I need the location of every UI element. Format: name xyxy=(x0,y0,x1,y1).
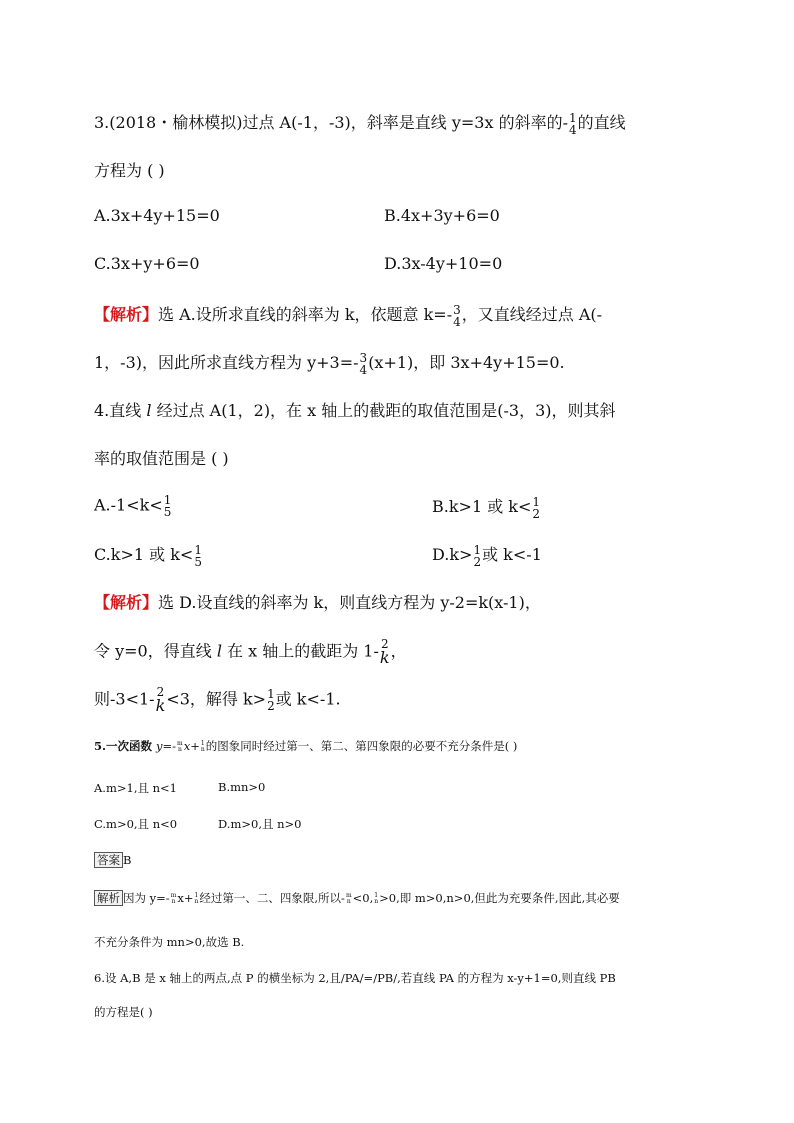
analysis-fraction xyxy=(346,893,352,905)
q3-stem-text2: 方程为 ( ) xyxy=(94,161,165,180)
fraction-denominator: 2 xyxy=(473,554,482,569)
option-text: B.mn>0 xyxy=(218,780,266,794)
analysis-text: 选 D.设直线的斜率为 k，则直线方程为 y-2=k(x-1)， xyxy=(158,593,541,612)
fraction-numerator: m xyxy=(170,892,177,899)
option-fraction xyxy=(532,496,540,520)
analysis-text: <3，解得 k> xyxy=(166,689,267,709)
fraction-numerator: 1 xyxy=(194,892,199,899)
fraction-denominator: 2 xyxy=(532,506,541,521)
analysis-text: 令 y=0，得直线 xyxy=(94,641,217,661)
q4-option-b xyxy=(432,494,541,520)
q5-analysis-line1 xyxy=(94,890,620,906)
analysis-text: >0,即 m>0,n>0,但此为充要条件,因此,其必要 xyxy=(379,891,620,905)
analysis-fraction xyxy=(267,688,275,712)
analysis-text: 则-3<1- xyxy=(94,689,155,709)
fraction-numerator: 1 xyxy=(374,892,379,899)
q3-stem-text: 3.(2018・榆林模拟)过点 A(-1，-3)，斜率是直线 y=3x 的斜率的- xyxy=(94,113,568,132)
q3-option-b xyxy=(384,206,500,225)
q4-stem-text: 4.直线 xyxy=(94,401,147,420)
q3-option-c xyxy=(94,254,200,273)
fraction-denominator: 4 xyxy=(569,122,577,137)
q3-option-d xyxy=(384,254,502,273)
fraction-numerator: 3 xyxy=(359,350,368,365)
answer-tag: 答案 xyxy=(94,852,123,868)
q3-stem-suffix: 的直线 xyxy=(577,113,626,132)
q3-option-a xyxy=(94,206,220,225)
line-symbol: l xyxy=(216,641,222,661)
q5-fraction xyxy=(177,741,183,753)
fraction-denominator: n xyxy=(194,898,199,905)
option-fraction xyxy=(164,494,172,518)
q4-option-d xyxy=(432,542,542,568)
q4-stem-line2 xyxy=(94,446,229,469)
option-fraction xyxy=(194,544,202,568)
analysis-text: 经过第一、二、四象限,所以- xyxy=(199,891,345,905)
q5-option-d xyxy=(218,816,302,832)
fraction-numerator: m xyxy=(177,740,183,747)
option-text: A.3x+4y+15=0 xyxy=(94,206,220,225)
fraction-denominator: n xyxy=(346,898,351,905)
q4-analysis-line2 xyxy=(94,638,407,666)
analysis-text: x+ xyxy=(177,891,194,905)
q5-option-b xyxy=(218,780,265,794)
analysis-fraction xyxy=(195,893,199,905)
option-text: D.3x-4y+10=0 xyxy=(384,254,503,273)
fraction-numerator: 2 xyxy=(380,637,389,651)
q4-option-c xyxy=(94,542,203,568)
q3-analysis-fraction xyxy=(453,304,461,328)
analysis-tag: 解析 xyxy=(94,890,123,906)
analysis-text: ，又直线经过点 A(- xyxy=(461,305,603,324)
option-text: C.m>0,且 n<0 xyxy=(94,817,178,831)
option-text: A.-1<k< xyxy=(94,495,163,515)
q3-stem-line1 xyxy=(94,110,626,136)
q5-option-c xyxy=(94,816,177,832)
q4-stem-text2: 率的取值范围是 ( ) xyxy=(94,449,229,468)
fraction-numerator: 2 xyxy=(156,685,165,699)
option-text: B.k>1 或 k< xyxy=(432,497,532,516)
analysis-text: 不充分条件为 mn>0,故选 B. xyxy=(94,935,245,949)
analysis-fraction xyxy=(156,686,166,714)
q4-stem-line1 xyxy=(94,398,616,421)
analysis-tag: 【解析】 xyxy=(94,305,159,324)
fraction-denominator: k xyxy=(155,696,166,715)
q6-stem-line2 xyxy=(94,1004,153,1020)
q3-analysis-fraction xyxy=(360,352,368,376)
analysis-fraction xyxy=(171,893,177,905)
fraction-denominator: 5 xyxy=(163,505,172,519)
q3-stem-line2 xyxy=(94,158,165,181)
q5-stem-text: 5.一次函数 xyxy=(94,739,157,753)
q4-analysis-line3 xyxy=(94,686,341,714)
fraction-denominator: 4 xyxy=(359,362,368,377)
analysis-text: 在 x 轴上的截距为 1- xyxy=(221,641,379,661)
q3-analysis-line2 xyxy=(94,350,565,376)
math-var: y=- xyxy=(156,739,177,753)
fraction-numerator: 1 xyxy=(569,110,577,125)
q5-option-a xyxy=(94,780,177,796)
analysis-text: <0, xyxy=(352,891,374,905)
option-text: C.3x+y+6=0 xyxy=(94,254,200,273)
q3-fraction xyxy=(569,112,577,136)
fraction-denominator: n xyxy=(200,746,205,753)
line-symbol: l xyxy=(146,401,152,420)
q5-stem-text: 的图象同时经过第一、第二、第四象限的必要不充分条件是( ) xyxy=(205,739,518,753)
q6-stem-line1 xyxy=(94,970,616,986)
analysis-fraction xyxy=(380,638,390,666)
q4-analysis-line1 xyxy=(94,590,541,613)
analysis-text: 或 k<-1. xyxy=(275,689,341,709)
math-var: x+ xyxy=(183,739,200,753)
fraction-numerator: 1 xyxy=(194,542,202,557)
fraction-denominator: 2 xyxy=(267,699,275,713)
option-text: D.k> xyxy=(432,545,473,564)
analysis-tag: 【解析】 xyxy=(94,593,159,612)
option-text: D.m>0,且 n>0 xyxy=(218,817,302,831)
fraction-denominator: 5 xyxy=(194,554,202,569)
analysis-text: ， xyxy=(390,641,407,661)
q5-stem xyxy=(94,738,517,754)
fraction-denominator: n xyxy=(374,898,379,905)
option-text: C.k>1 或 k< xyxy=(94,545,194,564)
q3-analysis-line1 xyxy=(94,302,602,328)
answer-value: B xyxy=(123,853,132,867)
q4-option-a xyxy=(94,494,172,518)
fraction-denominator: n xyxy=(177,746,182,753)
q5-answer xyxy=(94,852,131,868)
fraction-denominator: 4 xyxy=(453,314,461,329)
analysis-text: 因为 y=- xyxy=(123,891,170,905)
analysis-text: 1，-3)，因此所求直线方程为 y+3=- xyxy=(94,353,359,372)
fraction-numerator: 1 xyxy=(532,494,541,509)
q5-fraction xyxy=(201,741,205,753)
fraction-denominator: n xyxy=(171,898,176,905)
option-text: B.4x+3y+6=0 xyxy=(384,206,500,225)
fraction-numerator: 3 xyxy=(453,302,461,317)
fraction-numerator: 1 xyxy=(473,542,482,557)
q6-stem-text: 的方程是( ) xyxy=(94,1005,153,1019)
q5-analysis-line2 xyxy=(94,934,244,950)
analysis-text: (x+1)，即 3x+4y+15=0. xyxy=(368,353,565,372)
fraction-numerator: 1 xyxy=(163,493,172,507)
fraction-denominator: k xyxy=(379,648,390,667)
option-fraction xyxy=(473,544,481,568)
option-text: 或 k<-1 xyxy=(482,545,542,564)
fraction-numerator: 1 xyxy=(200,740,205,747)
fraction-numerator: 1 xyxy=(267,687,275,701)
q4-stem-text: 经过点 A(1，2)，在 x 轴上的截距的取值范围是(-3，3)，则其斜 xyxy=(151,401,616,420)
fraction-numerator: m xyxy=(345,892,352,899)
q6-stem-text: 6.设 A,B 是 x 轴上的两点,点 P 的横坐标为 2,且/PA/=/PB/,若直线 PA 的方程为 x-y+1=0,则直线 PB xyxy=(94,971,616,985)
option-text: A.m>1,且 n<1 xyxy=(94,781,177,795)
analysis-text: 选 A.设所求直线的斜率为 k，依题意 k=- xyxy=(158,305,453,324)
analysis-fraction xyxy=(374,893,378,905)
